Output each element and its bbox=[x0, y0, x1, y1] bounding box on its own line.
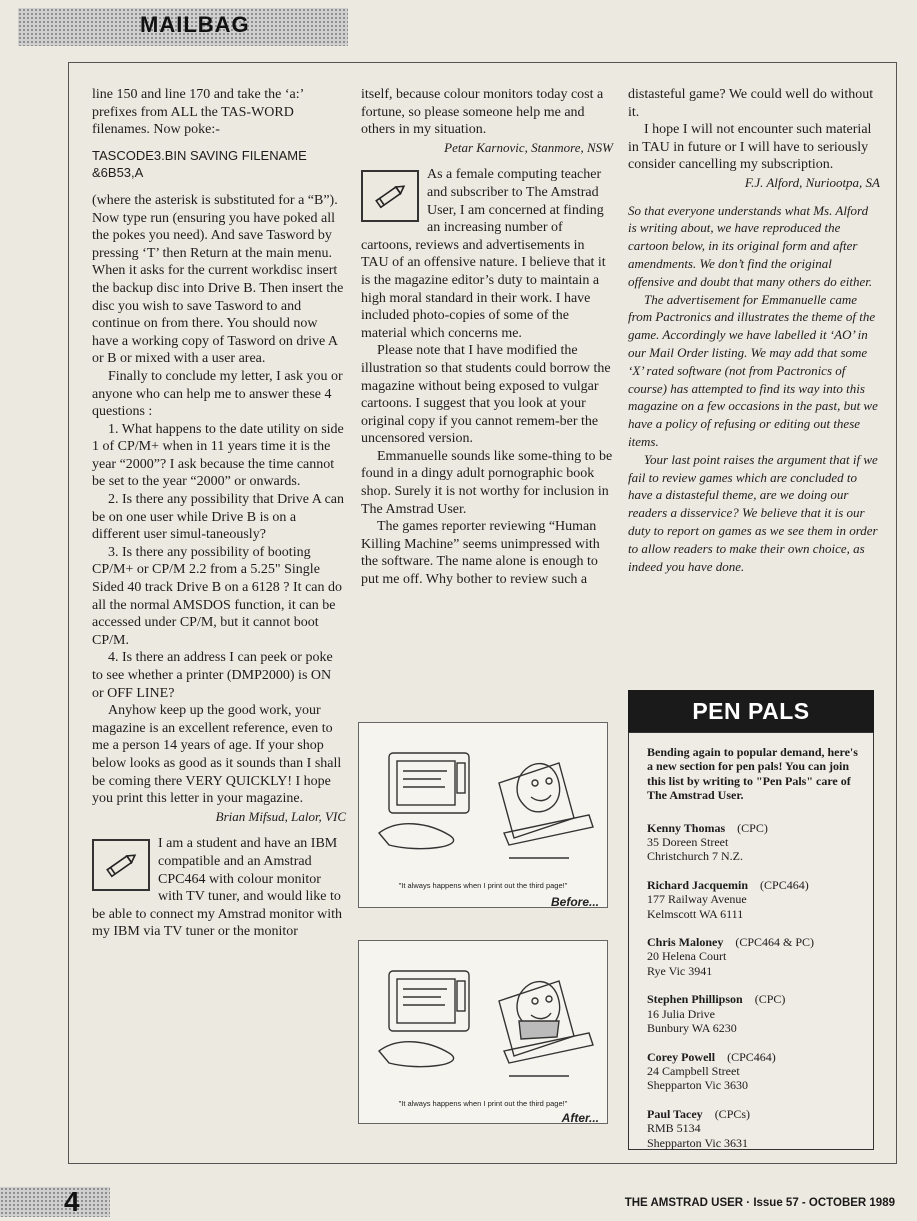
code-line: TASCODE3.BIN SAVING FILENAME &6B53,A bbox=[92, 147, 307, 181]
pen-pal-entry bbox=[647, 992, 859, 1035]
cartoon-after bbox=[358, 940, 608, 1124]
letter-paragraph: Emmanuelle sounds like some-thing to be found in a dingy adult pornographic book shop. Surely it is not worthy for inclusion in The Amstrad User. bbox=[361, 448, 613, 517]
pen-pal-system: (CPC464) bbox=[760, 877, 809, 892]
letter-signature: Petar Karnovic, Stanmore, NSW bbox=[444, 139, 613, 155]
pen-pal-entry bbox=[647, 821, 859, 864]
pen-pal-entry bbox=[647, 1107, 859, 1150]
section-title: MAILBAG bbox=[140, 12, 250, 37]
pen-pal-name: Paul Tacey bbox=[647, 1106, 703, 1121]
letter-paragraph: As a female computing teacher and subscriber to The Amstrad User, I am concerned at finding an increasing number of cartoons, reviews and advertisements in TAU of an offensive nature. I believe that it is the magazine editor’s duty to maintain a high moral standard in their work. I have included photo-copies of some of the material which concerns me. bbox=[361, 167, 606, 341]
letter-paragraph: Finally to conclude my letter, I ask you or anyone who can help me to answer these 4 questions : bbox=[92, 368, 343, 420]
pen-pal-address-line: 20 Helena Court bbox=[647, 949, 727, 964]
footer-issue-text: THE AMSTRAD USER · Issue 57 - OCTOBER 1989 bbox=[624, 1197, 895, 1209]
before-label: Before... bbox=[550, 895, 599, 909]
letter-paragraph: itself, because colour monitors today cost a fortune, so please someone help me and others in my situation. bbox=[361, 87, 604, 138]
editor-reply: The advertisement for Emmanuelle came from Pactronics and illustrates the theme of the game. Accordingly we have labelled it ‘AO’ in our Mail Order listing. We may add that some ‘X’ rated software (not from Pactronics of course) has attempted to find its way into this magazine on a few occasions in the past, but we have a policy of refusing or editing out these items. bbox=[628, 291, 878, 449]
cartoon-caption: "It always happens when I print out the third page!" bbox=[398, 1099, 568, 1108]
pen-pal-system: (CPCs) bbox=[714, 1106, 751, 1121]
pen-pals-list bbox=[647, 821, 859, 1150]
pen-pals-intro: Bending again to popular demand, here's a new section for pen pals! You can join this list by writing to "Pen Pals" care of The Amstrad User. bbox=[647, 745, 858, 803]
letter-signature: Brian Mifsud, Lalor, VIC bbox=[215, 808, 346, 824]
pen-pal-address-line: Shepparton Vic 3631 bbox=[647, 1135, 749, 1150]
question-item: 2. Is there any possibility that Drive A can be on one user while Drive B is on a different user simul-taneously? bbox=[92, 492, 345, 543]
letter-paragraph: I hope I will not encounter such material in TAU in future or I will have to seriously consider cancelling my subscription. bbox=[628, 122, 872, 173]
pen-pal-address-line: 16 Julia Drive bbox=[647, 1006, 715, 1021]
pen-pal-name: Richard Jacquemin bbox=[647, 877, 749, 892]
cartoon-illustration bbox=[359, 723, 607, 873]
letter-paragraph: Anyhow keep up the good work, your magazine is an excellent reference, even to me a person 14 years of age. If your shop below looks as good as it sounds than I shall be coming there VERY QUICKLY! I hope you print this letter in your magazine. bbox=[92, 703, 342, 807]
pen-pal-name: Corey Powell bbox=[647, 1049, 716, 1064]
pen-pal-entry bbox=[647, 1050, 859, 1093]
editor-reply: Your last point raises the argument that if we fail to review games which are concluded to have a distasteful theme, are we doing our readers a disservice? We believe that it is our duty to report on games as we see them in order to allow readers to make their own choice, as indeed you have done. bbox=[628, 451, 878, 574]
pen-pal-address-line: Christchurch 7 N.Z. bbox=[647, 849, 743, 864]
pen-pal-address-line: 177 Railway Avenue bbox=[647, 892, 747, 907]
letter-paragraph: distasteful game? We could well do without it. bbox=[628, 87, 874, 120]
pen-pals-heading: PEN PALS bbox=[628, 690, 874, 732]
cartoon-before bbox=[358, 722, 608, 908]
letter-paragraph: Please note that I have modified the illustration so that students could borrow the magazine without being exposed to vulgar cartoons. I suggest that you look at your original copy if you cannot remem-ber the uncensored version. bbox=[361, 343, 611, 447]
page-number: 4 bbox=[64, 1186, 80, 1217]
column-2 bbox=[361, 86, 613, 589]
column-3 bbox=[628, 86, 880, 575]
pencil-icon bbox=[92, 839, 150, 891]
pen-pal-address-line: 35 Doreen Street bbox=[647, 835, 729, 850]
letter-paragraph: I am a student and have an IBM compatible and an Amstrad CPC464 with colour monitor with TV tuner, and would like to be able to connect my Amstrad monitor with my IBM via TV tuner or the monitor bbox=[92, 836, 343, 940]
pencil-icon bbox=[361, 170, 419, 222]
pen-pal-system: (CPC464 & PC) bbox=[735, 935, 815, 950]
pen-pal-address-line: 24 Campbell Street bbox=[647, 1063, 740, 1078]
pen-pal-entry bbox=[647, 935, 859, 978]
pen-pal-system: (CPC464) bbox=[727, 1049, 776, 1064]
pen-pal-address-line: Kelmscott WA 6111 bbox=[647, 906, 744, 921]
editor-reply: So that everyone understands what Ms. Alford is writing about, we have reproduced the cartoon below, in its original form and after amendments. We don’t find the original offensive and doubt that many others do either. bbox=[628, 202, 873, 289]
letter-signature: F.J. Alford, Nuriootpa, SA bbox=[744, 174, 880, 190]
question-item: 3. Is there any possibility of booting CP/M+ or CP/M 2.2 from a 5.25" Single Sided 40 track Drive B on a 6128 ? It can do all the normal AMSDOS function, it can be accessed under CP/M, but it cannot boot CP/M. bbox=[92, 544, 342, 648]
footer-band bbox=[0, 1187, 110, 1217]
pen-pal-address-line: Shepparton Vic 3630 bbox=[647, 1078, 749, 1093]
letter-paragraph: line 150 and line 170 and take the ‘a:’ prefixes from ALL the TAS-WORD filenames. Now poke:- bbox=[92, 87, 304, 138]
cartoon-caption: "It always happens when I print out the third page!" bbox=[398, 881, 568, 890]
letter-paragraph: The games reporter reviewing “Human Killing Machine” seems unimpressed with the software. The name alone is enough to put me off. Why bother to review such a bbox=[361, 519, 600, 588]
letter-paragraph: (where the asterisk is substituted for a “B”). Now type run (ensuring you have poked all the pokes you need). And save Tasword by pressing ‘T’ then Return at the main menu. When it asks for the current workdisc insert the backup disc into Drive B. Then insert the disc you wish to save Tasword to and continue on from there. You should now have a working copy of Tasword on drive A or B or mixed with a user area. bbox=[92, 192, 344, 367]
pen-pals-box bbox=[628, 732, 874, 1150]
pen-pal-address-line: Rye Vic 3941 bbox=[647, 963, 713, 978]
cartoon-illustration bbox=[359, 941, 607, 1091]
pen-pal-system: (CPC) bbox=[737, 820, 768, 835]
column-1 bbox=[92, 86, 346, 941]
question-item: 4. Is there an address I can peek or poke to see whether a printer (DMP2000) is ON or OFF LINE? bbox=[92, 650, 333, 701]
pen-pal-system: (CPC) bbox=[754, 992, 786, 1007]
question-item: 1. What happens to the date utility on side 1 of CP/M+ when in 11 years time it is the year “2000”? I ask because the time cannot be set to the year “2000” or onwards. bbox=[92, 421, 344, 490]
pen-pal-name: Kenny Thomas bbox=[647, 820, 726, 835]
pen-pal-address-line: RMB 5134 bbox=[647, 1121, 701, 1136]
pen-pal-name: Stephen Phillipson bbox=[647, 992, 743, 1007]
pen-pal-entry bbox=[647, 878, 859, 921]
pen-pal-name: Chris Maloney bbox=[647, 935, 724, 950]
pen-pal-address-line: Bunbury WA 6230 bbox=[647, 1021, 737, 1036]
after-label: After... bbox=[561, 1111, 599, 1125]
